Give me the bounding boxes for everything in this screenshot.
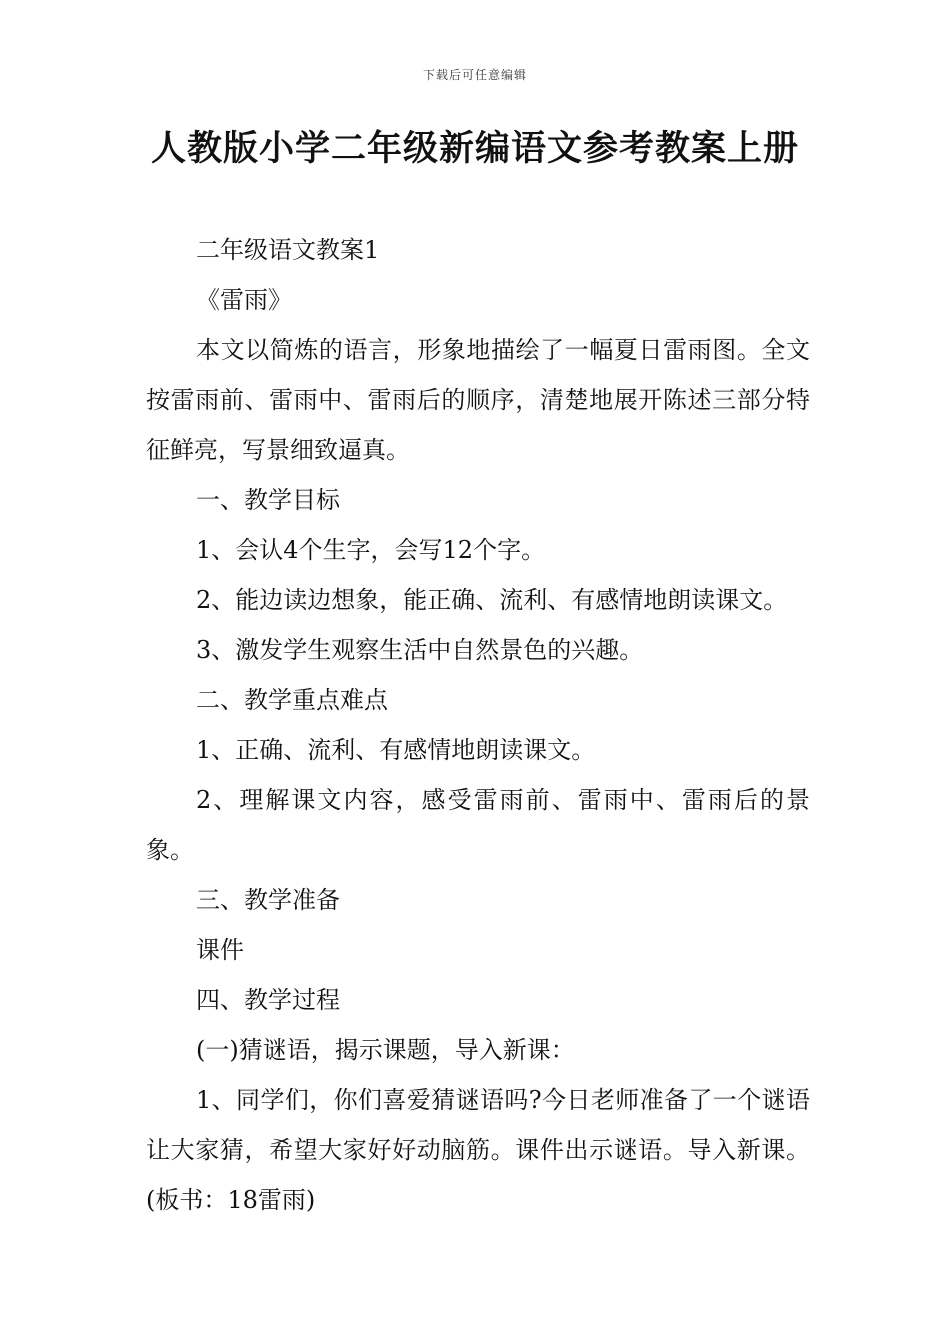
section-heading-preparation: 三、教学准备 [196, 886, 340, 914]
paragraph-lesson-title: 《雷雨》 [196, 286, 292, 314]
header-note: 下载后可任意编辑 [422, 68, 527, 82]
paragraph-goal-1: 1、会认4个生字，会写12个字。 [196, 536, 546, 564]
section-heading-process: 四、教学过程 [196, 986, 340, 1014]
document-title: 人教版小学二年级新编语文参考教案上册 [150, 129, 799, 169]
paragraph-goal-3: 3、激发学生观察生活中自然景色的兴趣。 [196, 636, 644, 664]
document-body [146, 225, 810, 1225]
paragraph-preparation: 课件 [196, 936, 244, 964]
paragraph-process-detail: 1、同学们，你们喜爱猜谜语吗?今日老师准备了一个谜语让大家猜，希望大家好好动脑筋。课件出示谜语。导入新课。(板书：18雷雨) [146, 1086, 810, 1214]
section-heading-key-points: 二、教学重点难点 [196, 686, 388, 714]
paragraph-key-point-1: 1、正确、流利、有感情地朗读课文。 [196, 736, 596, 764]
section-heading-goals: 一、教学目标 [196, 486, 340, 514]
paragraph-process-step: (一)猜谜语，揭示课题，导入新课： [196, 1036, 575, 1064]
paragraph-key-point-2: 2、理解课文内容，感受雷雨前、雷雨中、雷雨后的景象。 [146, 786, 810, 864]
paragraph-intro: 本文以简炼的语言，形象地描绘了一幅夏日雷雨图。全文按雷雨前、雷雨中、雷雨后的顺序，清楚地展开陈述三部分特征鲜亮，写景细致逼真。 [146, 336, 810, 464]
paragraph-goal-2: 2、能边读边想象，能正确、流利、有感情地朗读课文。 [196, 586, 788, 614]
paragraph-lesson-heading: 二年级语文教案1 [196, 236, 380, 264]
